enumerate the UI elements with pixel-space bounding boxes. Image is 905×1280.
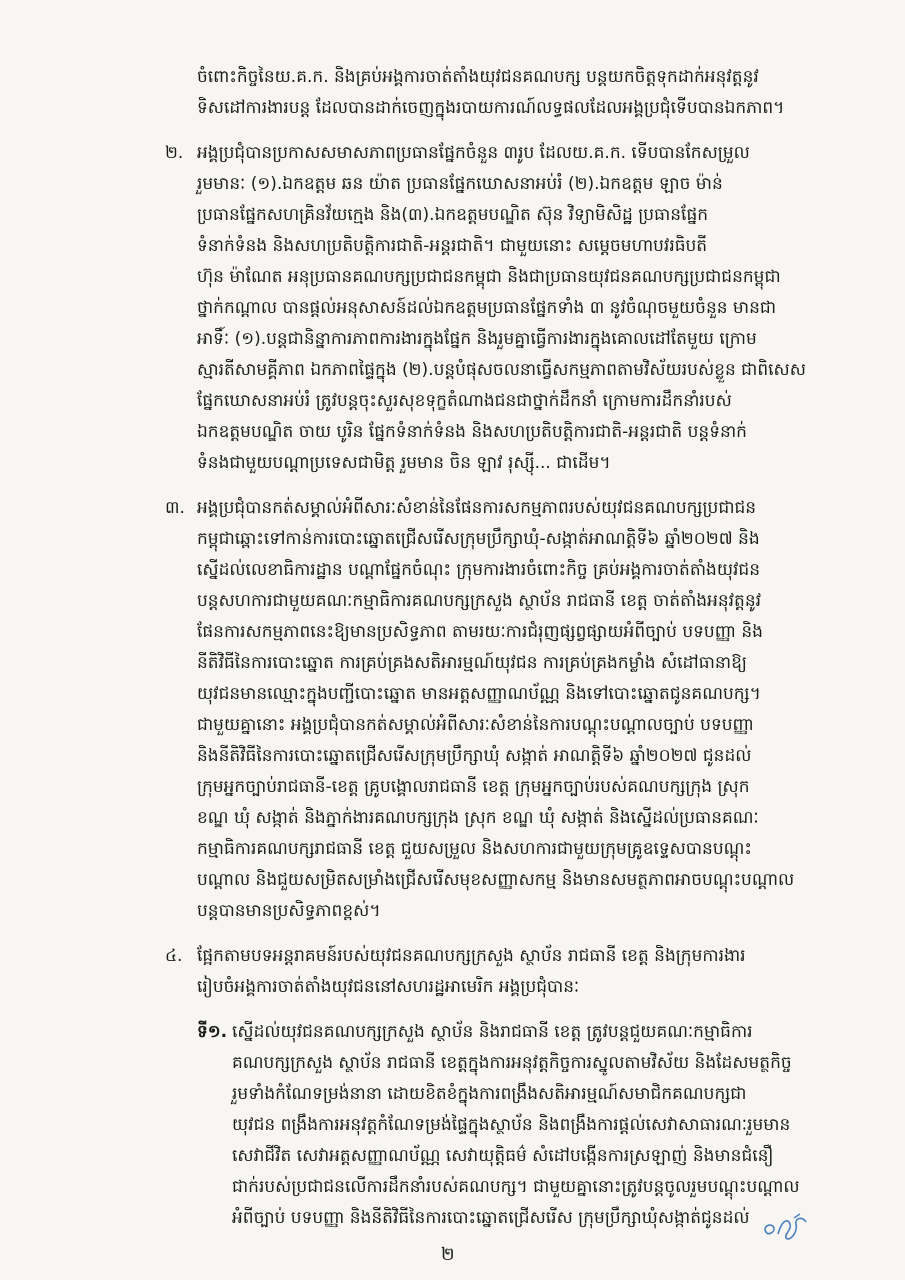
section-2-line-8: ស្មារតីសាមគ្គីភាព ឯកភាពផ្ទៃក្នុង (២).បន្តបំផុសចលនាធ្វើសកម្មភាពតាមវិស័យរបស់ខ្លួន ជាពិសេស xyxy=(197,360,806,380)
section-2-line-7: អាទិ៍ៈ (១).បន្តជានិន្នាការភាពការងារក្នុងផ្នែក និងរួមគ្នាធ្វើការងារក្នុងគោលដៅតែមួយ ក្រោម xyxy=(197,329,757,349)
section-2-line-9: ផ្នែកឃោសនាអប់រំ ត្រូវបន្តចុះសួរសុខទុក្ខតំណាងជនជាថ្នាក់ដឹកនាំ ក្រោមការដឹកនាំរបស់ xyxy=(197,391,732,411)
section-2-line-3: ប្រធានផ្នែកសហគ្រិនវ័យក្មេង និង(៣).ឯកឧត្តមបណ្ឌិត ស៊ុន វិទ្យាមិសិដ្ឋ ប្រធានផ្នែក xyxy=(197,205,709,225)
section-3-line-9: និងនីតិវិធីនៃការបោះឆ្នោតជ្រើសរើសក្រុមប្រឹក្សាឃុំ សង្កាត់ អាណត្តិទី៦ ឆ្នាំ២០២៧ ជូនដល់ xyxy=(197,746,752,766)
intro-line-1: ចំពោះកិច្ចនៃយ.គ.ក. និងគ្រប់អង្គការចាត់តាំងយុវជនគណបក្ស បន្តយកចិត្តទុកដាក់អនុវត្តនូវ xyxy=(197,67,759,87)
subitem-1-line-3: រួមទាំងកំណែទម្រង់នានា ដោយខិតខំក្នុងការពង្រឹងសតិអារម្មណ៍សមាជិកគណបក្សជា xyxy=(232,1084,747,1104)
section-3-line-10: ក្រុមអ្នកច្បាប់រាជធានី-ខេត្ត គ្រូបង្គោលរាជធានី ខេត្ត ក្រុមអ្នកច្បាប់របស់គណបក្សក្រុង ស្រុក xyxy=(197,777,750,797)
section-4-line-1: ផ្អែកតាមបទអន្តរាគមន៍របស់យុវជនគណបក្សក្រសួង ស្ថាប័ន រាជធានី ខេត្ត និងក្រុមការងារ xyxy=(197,946,746,966)
section-2-line-4: ទំនាក់ទំនង និងសហប្រតិបត្តិការជាតិ-អន្តរជាតិ។ ជាមួយនោះ សម្តេចមហាបវរធិបតី xyxy=(197,236,708,256)
section-2-line-10: ឯកឧត្តមបណ្ឌិត ចាយ បូរិន ផ្នែកទំនាក់ទំនង និងសហប្រតិបត្តិការជាតិ-អន្តរជាតិ បន្តទំនាក់ xyxy=(197,422,747,442)
subitem-1-line-4: យុវជន ពង្រឹងការអនុវត្តកំណែទម្រង់ផ្ទៃក្នុងស្ថាប័ន និងពង្រឹងការផ្តល់សេវាសាធារណៈរួមមាន xyxy=(232,1115,791,1135)
subitem-1-label: ទី១. xyxy=(197,1022,228,1042)
intro-line-2: ទិសដៅការងារបន្ត ដែលបានដាក់ចេញក្នុងរបាយការណ៍លទ្ធផលដែលអង្គប្រជុំទើបបានឯកភាព។ xyxy=(197,98,785,118)
section-3-line-8: ជាមួយគ្នានោះ អង្គប្រជុំបានកត់សម្គាល់អំពីសារៈសំខាន់នៃការបណ្តុះបណ្តាលច្បាប់ បទបញ្ញា xyxy=(197,715,754,735)
section-2-line-1: អង្គប្រជុំបានប្រកាសសមាសភាពប្រធានផ្នែកចំនួន ៣រូប ដែលយ.គ.ក. ទើបបានកែសម្រួល xyxy=(197,143,750,163)
section-4-line-2: រៀបចំអង្គការចាត់តាំងយុវជននៅសហរដ្ឋអាមេរិក អង្គប្រជុំបានៈ xyxy=(197,977,580,997)
subitem-1-line-2: គណបក្សក្រសួង ស្ថាប័ន រាជធានី ខេត្តក្នុងការអនុវត្តកិច្ចការស្នូលតាមវិស័យ និងដែសមត្ថកិច្ច xyxy=(232,1053,792,1073)
subitem-1-line-5: សេវាជីវិត សេវាអត្តសញ្ញាណប័ណ្ណ សេវាយុត្តិធម៌ សំដៅបង្កើនការស្រឡាញ់ និងមានជំនឿ xyxy=(232,1146,774,1166)
subitem-1-line-7: អំពីច្បាប់ បទបញ្ញា និងនីតិវិធីនៃការបោះឆ្នោតជ្រើសរើស ក្រុមប្រឹក្សាឃុំសង្កាត់ជូនដល់ xyxy=(232,1208,750,1228)
signature-icon xyxy=(760,1212,810,1244)
section-3-line-2: កម្ពុជាឆ្ពោះទៅកាន់ការបោះឆ្នោតជ្រើសរើសក្រុមប្រឹក្សាឃុំ-សង្កាត់អាណត្តិទី៦ ឆ្នាំ២០២៧ និង xyxy=(197,529,760,549)
section-2-line-6: ថ្នាក់កណ្តាល បានផ្តល់អនុសាសន៍ដល់ឯកឧត្តមប្រធានផ្នែកទាំង ៣ នូវចំណុចមួយចំនួន មានជា xyxy=(197,298,777,318)
section-3-line-4: បន្តសហការជាមួយគណៈកម្មាធិការគណបក្សក្រសួង ស្ថាប័ន រាជធានី ខេត្ត ចាត់តាំងអនុវត្តនូវ xyxy=(197,591,762,611)
section-3-line-5: ផែនការសកម្មភាពនេះឱ្យមានប្រសិទ្ធភាព តាមរយៈការជំរុញផ្សព្វផ្សាយអំពីច្បាប់ បទបញ្ញា និង xyxy=(197,622,763,642)
section-3-line-3: ស្នើដល់លេខាធិការដ្ឋាន បណ្តាផ្នែកចំណុះ ក្រុមការងារចំពោះកិច្ច គ្រប់អង្គការចាត់តាំងយុវជន xyxy=(197,560,760,580)
section-2-line-11: ទំនងជាមួយបណ្តាប្រទេសជាមិត្ត រួមមាន ចិន ឡាវ រុស្ស៊ី... ជាដើម។ xyxy=(197,453,611,473)
section-3-line-1: អង្គប្រជុំបានកត់សម្គាល់អំពីសារៈសំខាន់នៃផែនការសកម្មភាពរបស់យុវជនគណបក្សប្រជាជន xyxy=(197,498,757,518)
section-3-line-11: ខណ្ឌ ឃុំ សង្កាត់ និងភ្នាក់ងារគណបក្សក្រុង ស្រុក ខណ្ឌ ឃុំ សង្កាត់ និងស្នើដល់ប្រធានគណៈ xyxy=(197,808,759,828)
section-3-line-12: កម្មាធិការគណបក្សរាជធានី ខេត្ត ជួយសម្រួល និងសហការជាមួយក្រុមគ្រូឧទ្ទេសបានបណ្តុះ xyxy=(197,839,752,859)
section-3-line-13: បណ្តាល និងជួយសម្រិតសម្រាំងជ្រើសរើសមុខសញ្ញាសកម្ម និងមានសមត្ថភាពអាចបណ្តុះបណ្តាល xyxy=(197,870,795,890)
subitem-1-line-6: ជាក់របស់ប្រជាជនលើការដឹកនាំរបស់គណបក្ស។ ជាមួយគ្នានោះត្រូវបន្តចូលរួមបណ្តុះបណ្តាល xyxy=(232,1177,800,1197)
section-2-number: ២. xyxy=(165,143,184,163)
page-number: ២ xyxy=(441,1244,455,1265)
section-3-number: ៣. xyxy=(165,498,185,518)
subitem-1-line-1: ស្នើដល់យុវជនគណបក្សក្រសួង ស្ថាប័ន និងរាជធានី ខេត្ត ត្រូវបន្តជួយគណៈកម្មាធិការ xyxy=(232,1022,753,1042)
section-4-number: ៤. xyxy=(165,946,183,966)
section-2-line-5: ហ៊ុន ម៉ាណែត អនុប្រធានគណបក្សប្រជាជនកម្ពុជា និងជាប្រធានយុវជនគណបក្សប្រជាជនកម្ពុជា xyxy=(197,267,781,287)
section-2-line-2: រួមមានៈ (១).ឯកឧត្តម ឆន យ៉ាត ប្រធានផ្នែកឃោសនាអប់រំ (២).ឯកឧត្តម ឡាច ម៉ាន់ xyxy=(197,174,723,194)
section-3-line-6: នីតិវិធីនៃការបោះឆ្នោត ការគ្រប់គ្រងសតិអារម្មណ៍យុវជន ការគ្រប់គ្រងកម្លាំង សំដៅធានាឱ្យ xyxy=(197,653,747,673)
section-3-line-14: បន្តបានមានប្រសិទ្ធភាពខ្ពស់។ xyxy=(197,901,381,921)
section-3-line-7: យុវជនមានឈ្មោះក្នុងបញ្ជីបោះឆ្នោត មានអត្តសញ្ញាណប័ណ្ណ និងទៅបោះឆ្នោតជូនគណបក្ស។ xyxy=(197,684,761,704)
